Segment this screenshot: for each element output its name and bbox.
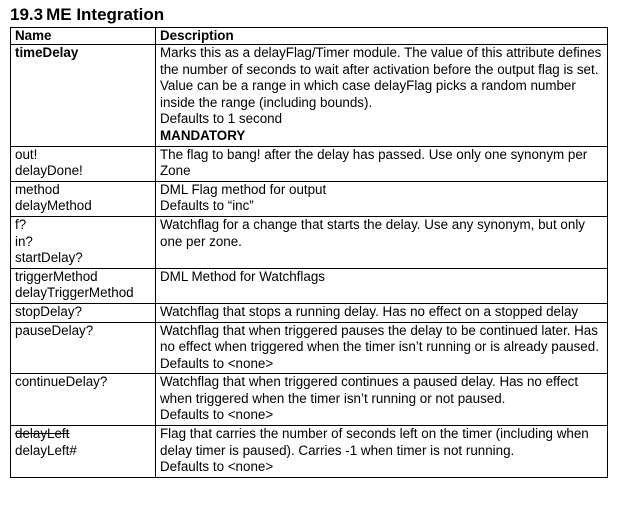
attribute-name: delayLeft: [15, 426, 70, 442]
table-row: [11, 268, 608, 303]
attribute-description-cell: [156, 322, 608, 374]
section-title: ME Integration: [46, 5, 165, 24]
table-row: [11, 181, 608, 216]
attribute-description-cell: [156, 181, 608, 216]
attribute-name-cell: [11, 216, 156, 268]
description-text: Watchflag that when triggered pauses the delay to be continued later. Has no effect when triggered when the timer isn’t running or is already paused.: [160, 322, 599, 355]
section-number: 19.3: [10, 5, 44, 24]
description-text: Defaults to <none>: [160, 459, 274, 475]
table-row: [11, 426, 608, 478]
attribute-name: continueDelay?: [15, 374, 108, 390]
name-column-header: Name: [11, 28, 156, 45]
attribute-name-cell: [11, 181, 156, 216]
attribute-name-cell: [11, 374, 156, 426]
attribute-description-cell: [156, 303, 608, 322]
attributes-table: [10, 27, 608, 478]
attribute-name: f?: [15, 216, 27, 232]
description-text: Defaults to 1 second: [160, 111, 283, 127]
table-row: [11, 146, 608, 181]
attribute-name-cell: [11, 303, 156, 322]
table-body: [11, 45, 608, 478]
description-text: DML Flag method for output: [160, 181, 327, 197]
table-row: [11, 303, 608, 322]
attribute-name-cell: [11, 426, 156, 478]
attribute-name-cell: [11, 268, 156, 303]
description-text: Watchflag for a change that starts the delay. Use any synonym, but only one per zone.: [160, 216, 586, 249]
description-text: Marks this as a delayFlag/Timer module. The value of this attribute defines the number of seconds to wait after activation before the output flag is set. Value can be a range in which case delayFlag picks a random number inside the range (including bounds).: [160, 45, 602, 110]
attribute-name: stopDelay?: [15, 303, 82, 319]
attribute-description-cell: [156, 426, 608, 478]
description-text: Defaults to “inc”: [160, 198, 254, 214]
attribute-name: method: [15, 181, 60, 197]
attribute-name: delayLeft#: [15, 442, 77, 458]
attribute-name: pauseDelay?: [15, 322, 94, 338]
table-header-row: [11, 28, 608, 45]
description-text: Defaults to <none>: [160, 407, 274, 423]
table-row: [11, 216, 608, 268]
attribute-description-cell: [156, 146, 608, 181]
attribute-name: delayTriggerMethod: [15, 285, 134, 301]
attribute-name-cell: [11, 322, 156, 374]
description-text: Watchflag that when triggered continues a paused delay. Has no effect when triggered when the timer isn’t running or not paused.: [160, 374, 579, 406]
attribute-description-cell: [156, 216, 608, 268]
document-page: [10, 5, 607, 478]
description-text: The flag to bang! after the delay has passed. Use only one synonym per Zone: [160, 146, 588, 179]
description-text: DML Method for Watchflags: [160, 268, 325, 284]
table-row: [11, 45, 608, 147]
attribute-name: startDelay?: [15, 250, 83, 266]
attribute-name: triggerMethod: [15, 268, 98, 284]
attribute-name: delayMethod: [15, 198, 92, 214]
description-text: Watchflag that stops a running delay. Has no effect on a stopped delay: [160, 303, 579, 319]
attribute-description-cell: [156, 45, 608, 147]
description-text: Flag that carries the number of seconds left on the timer (including when delay timer is paused). Carries -1 when timer is not running.: [160, 426, 589, 458]
description-column-header: Description: [156, 28, 608, 45]
attribute-name: out!: [15, 146, 38, 162]
table-row: [11, 322, 608, 374]
mandatory-note: MANDATORY: [160, 127, 246, 143]
attribute-description-cell: [156, 268, 608, 303]
description-text: Defaults to <none>: [160, 355, 274, 371]
table-row: [11, 374, 608, 426]
attribute-name-cell: [11, 45, 156, 147]
attribute-name: timeDelay: [15, 45, 79, 60]
attribute-name: in?: [15, 233, 33, 249]
attribute-name: delayDone!: [15, 163, 83, 179]
attribute-description-cell: [156, 374, 608, 426]
section-heading: [10, 5, 607, 27]
attribute-name-cell: [11, 146, 156, 181]
